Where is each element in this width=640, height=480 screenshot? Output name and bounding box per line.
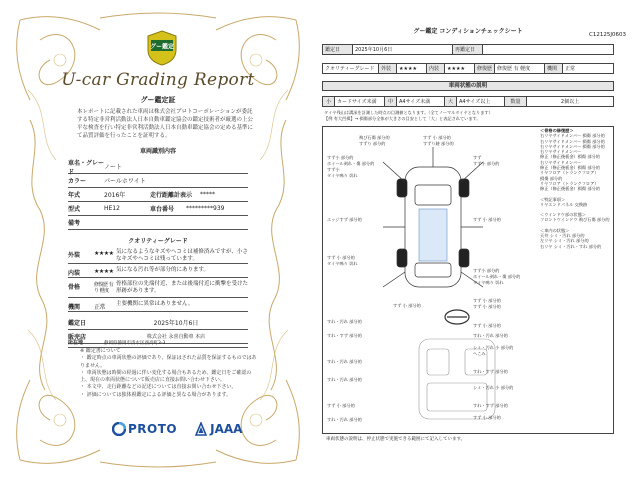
grade-row-engine xyxy=(68,300,248,312)
reappraisal-value xyxy=(483,45,614,55)
legend-item: リヤフロア（トランクフロア） xyxy=(540,180,599,186)
proto-text: PROTO xyxy=(128,422,178,436)
grade-stars: 正常 xyxy=(94,304,106,311)
legend-item: リヤフロア（トランクフロア） xyxy=(540,170,599,176)
jaaa-text: JAAA xyxy=(210,422,243,436)
damage-label: シミ・汚れ 小 部分的 xyxy=(473,345,514,350)
legend-item: ＜特記事項＞ xyxy=(540,196,566,202)
sheet-title: グー鑑定 コンディションチェックシート xyxy=(413,28,523,35)
grade-table xyxy=(322,63,614,74)
damage-label: すず 小 部分的 xyxy=(473,217,501,222)
vehicle-row-year xyxy=(68,188,248,202)
ext-label: 外装 xyxy=(379,64,397,74)
int-value: ★★★★ xyxy=(445,64,475,74)
jaaa-logo xyxy=(195,422,242,436)
damage-label: すず小 xyxy=(327,167,340,172)
grade-key: 外装 xyxy=(68,252,81,259)
legend-item: 右リヤサイドメンバー 損傷 部分的 xyxy=(540,138,605,144)
location-row xyxy=(68,338,248,348)
proto-mark-icon xyxy=(112,422,126,436)
report-title: U-car Grading Report xyxy=(61,70,255,90)
vehicle-key: 備考 xyxy=(68,220,81,227)
damage-label: すず 小 部分的 xyxy=(473,323,501,328)
damage-label: すれ・汚れ 部分的 xyxy=(473,333,508,338)
goo-appraisal-badge xyxy=(146,30,178,66)
seller-label: 販売店 xyxy=(68,334,87,341)
date-value: 2025年10月6日 xyxy=(353,45,453,55)
vehicle-key: カラー xyxy=(68,178,87,185)
steering-wheel-icon xyxy=(445,310,469,324)
vehicle-value: パールホワイト xyxy=(104,178,146,185)
damage-label: エッジすず 部分的 xyxy=(327,217,362,222)
note-tire: タイヤ残山は溝深を計測した時点の目測値となります。（全てノーマルタイヤとなります） xyxy=(324,110,493,115)
location-value: 静岡県静岡市清水区西高町3-3 xyxy=(104,340,166,346)
legend-item: 損傷 部分的 xyxy=(540,175,563,181)
damage-label: すず 小 部分的 xyxy=(327,403,355,408)
legend-item: 右リヤ シミ・汚れ・すれ 部分的 xyxy=(540,243,602,249)
damage-label: すず 小 部分的 xyxy=(393,303,421,308)
size-large-desc: A4サイズ以上 xyxy=(457,97,505,107)
grade-section-title: クオリティーグレード xyxy=(128,238,188,245)
damage-label: すず小 部分的 xyxy=(473,268,500,273)
damage-label: すれ・すず 部分的 xyxy=(473,369,508,374)
legend-item: 天井 シミ・汚れ 部分的 xyxy=(540,233,585,239)
damage-label: すれ・すず 部分的 xyxy=(473,403,508,408)
seller-value: 株式会社 永喜自動車 本店 xyxy=(146,334,206,340)
vehicle-row-name xyxy=(68,160,248,174)
int-label: 内装 xyxy=(427,64,445,74)
date-table xyxy=(322,44,614,55)
vehicle-value: HE12 xyxy=(104,205,120,212)
location-label: 所在地 xyxy=(68,340,84,346)
damage-label: すれ・汚れ 部分的 xyxy=(327,319,362,324)
grade-row-interior xyxy=(68,266,248,278)
size-medium-desc: A4サイズ未満 xyxy=(397,97,445,107)
damage-label: すずり 部分的 xyxy=(359,141,386,146)
state-section-title: 車両状態の説明 xyxy=(322,81,614,91)
legend-item: 右リヤサイドメンバー 損傷 部分的 xyxy=(540,143,605,149)
repair-label: 修復歴 xyxy=(475,64,495,74)
legend-item: 修正（修正後板金）損傷 部分的 xyxy=(540,165,600,171)
damage-label: すれ・汚れ 部分的 xyxy=(327,377,362,382)
legend-item: 右リヤサイドメンバー 損傷 部分的 xyxy=(540,133,605,139)
vehicle-section-title: 車両識別内容 xyxy=(139,148,176,155)
damage-label: ホイール剥れ・傷 部分的 xyxy=(327,161,375,166)
date-label: 鑑定日 xyxy=(68,320,87,327)
grade-key: 骨格 xyxy=(68,284,81,291)
legend-item: リヤエンドパネル 交換跡 xyxy=(540,201,588,207)
certificate-notes xyxy=(80,348,260,399)
size-large: 大 xyxy=(445,97,457,107)
damage-label: すず 小 部分的 xyxy=(473,304,501,309)
jaaa-mark-icon xyxy=(195,422,207,436)
damage-label: すず xyxy=(473,155,482,160)
damage-label: ホイール剥れ・傷 部分的 xyxy=(473,274,521,279)
note-item: ・ 評価については独体視鑑定による評価と異なる場合があります。 xyxy=(80,391,232,398)
grade-desc: 気になる汚れ等が部分的にあります。 xyxy=(116,267,210,273)
grade-key: 機関 xyxy=(68,304,81,311)
engine-value: 正常 xyxy=(563,64,614,74)
car-top-view xyxy=(383,147,483,287)
grade-desc: 骨格部位の先端付近、または後端付近に衝撃を受けた形跡があります。 xyxy=(116,281,249,294)
mileage-label: 走行距離計表示 xyxy=(150,192,193,199)
legend-title: ＜骨格の修復歴＞ xyxy=(540,128,574,133)
reappraisal-label: 再鑑定日 xyxy=(453,45,483,55)
legend-item: 修正（修正後板金）損傷 部分的 xyxy=(540,186,600,192)
note-item: ・ 本文中、走行距離などの記述については直接お問い合わせ下さい。 xyxy=(80,384,237,391)
vehicle-row-remarks xyxy=(68,216,248,230)
vehicle-value: ノート xyxy=(104,164,122,171)
damage-label: すず 小 部分的 xyxy=(327,255,355,260)
note-item: ・ 鑑定時点の車両状態の評価であり、保証はされた品質を保証するものではありません。 xyxy=(80,355,257,369)
note-item: ・ 車両状態は時間の経過に伴い変化する場合もあるため、鑑定日をご確認の上、現在の車両状態について販売店に直接お問い合わせ下さい。 xyxy=(80,369,252,384)
legend-item: 右リヤサイドメンバー xyxy=(540,159,582,165)
damage-label: すず 小 部分的 xyxy=(423,135,451,140)
legend-item: 修正（修正後板金）損傷 部分的 xyxy=(540,154,600,160)
date-value: 2025年10月6日 xyxy=(153,320,199,327)
certificate-name: グー鑑定証 xyxy=(140,96,176,104)
note-example: 【例 有大凹損】→ 損傷部分全体が大きさの目安として「大」と表記されています。 xyxy=(324,116,481,121)
chassis-value: *********939 xyxy=(186,205,225,212)
grade-desc: 気になるようなキズやヘコミは補修済みですが、小さなキズやヘコミは残っています。 xyxy=(116,249,248,262)
vehicle-row-color xyxy=(68,174,248,188)
damage-label: すず 小 部分的 xyxy=(473,298,501,303)
size-medium: 中 xyxy=(385,97,397,107)
damage-label: シミ・汚れ 小 部分的 xyxy=(473,385,514,390)
grade-row-frame xyxy=(68,280,248,298)
damage-label: タイヤ鳴り 切れ xyxy=(473,280,504,285)
size-small-desc: カードサイズ未満 xyxy=(335,97,385,107)
legend-item: 左リヤ シミ・汚れ 部分的 xyxy=(540,238,589,244)
intro-text: 本レポートに記載された車両は株式会社プロトコーポレーションが委託する特定非営利活動法人日本自動車鑑定協会の鑑定技術者が厳選の上公平な検査を行い特定非営利活動法人日本自動車鑑定協会の定める基準にて品質評価を行ったことを証明する。 xyxy=(77,109,254,139)
damage-label: タイヤ鳴り 切れ xyxy=(327,173,358,178)
legend-item: フロントウインドウ 飛び石傷 部分的 xyxy=(540,217,610,223)
vehicle-row-model xyxy=(68,202,248,216)
legend-item: ＜車内の状態＞ xyxy=(540,227,570,233)
damage-label: すずり跡 部分的 xyxy=(423,141,454,146)
grade-key: 内装 xyxy=(68,270,81,277)
footer-note: 車両状態の説明は、停止状態で実施できる範囲にて記入しています。 xyxy=(326,437,466,442)
logos xyxy=(112,422,242,436)
count-value: 2個以上 xyxy=(527,97,614,107)
quality-label: クオリティーグレード xyxy=(323,64,379,74)
condition-check-sheet xyxy=(322,28,626,446)
damage-label: すず小 部分的 xyxy=(473,161,500,166)
damage-label: すれ・汚れ 部分的 xyxy=(327,359,362,364)
date-row xyxy=(68,316,248,330)
repair-value: 修復歴 有 軽度 xyxy=(495,64,545,74)
damage-label: へこみ xyxy=(473,351,486,356)
damage-label: すず小 部分的 xyxy=(327,155,354,160)
count-label: 数量 xyxy=(505,97,527,107)
badge-text: グー鑑定 xyxy=(149,43,175,51)
vehicle-key: 年式 xyxy=(68,192,81,199)
grade-stars: ★★★★ xyxy=(94,268,114,275)
grade-stars: 修復歴 有り 軽度 xyxy=(94,282,114,294)
damage-label: 飛び石傷 部分的 xyxy=(359,135,390,140)
size-legend-table xyxy=(322,96,614,107)
vehicle-value: 2016年 xyxy=(104,192,126,199)
damage-label: すれ・すず 部分的 xyxy=(327,333,362,338)
date-label: 鑑定日 xyxy=(323,45,353,55)
damage-label: すず 小 部分的 xyxy=(473,415,501,420)
proto-logo xyxy=(112,422,177,436)
legend-item: 右リヤサイドメンバー xyxy=(540,149,582,155)
damage-label: タイヤ鳴り 切れ xyxy=(327,261,358,266)
vehicle-key: 型式 xyxy=(68,206,81,213)
notes-title: ※ 鑑定書について xyxy=(80,348,121,354)
chassis-label: 車台番号 xyxy=(150,206,175,213)
grade-desc: 主要機関に異常はありません。 xyxy=(116,301,194,307)
legend-item: ＜ウインドウ部の状態＞ xyxy=(540,212,586,218)
mileage-value: ***** xyxy=(200,191,215,198)
grade-stars: ★★★★ xyxy=(94,250,114,257)
ext-value: ★★★★ xyxy=(397,64,427,74)
grade-row-exterior xyxy=(68,248,248,264)
size-small: 小 xyxy=(323,97,335,107)
damage-label: すれ・汚れ 部分的 xyxy=(327,417,362,422)
vehicle-key: 車名・グレード xyxy=(68,159,105,176)
sheet-code: C12125J0603 xyxy=(589,32,626,38)
grading-certificate xyxy=(0,0,316,480)
frame-repair-legend xyxy=(540,128,612,249)
engine-label: 機関 xyxy=(545,64,563,74)
